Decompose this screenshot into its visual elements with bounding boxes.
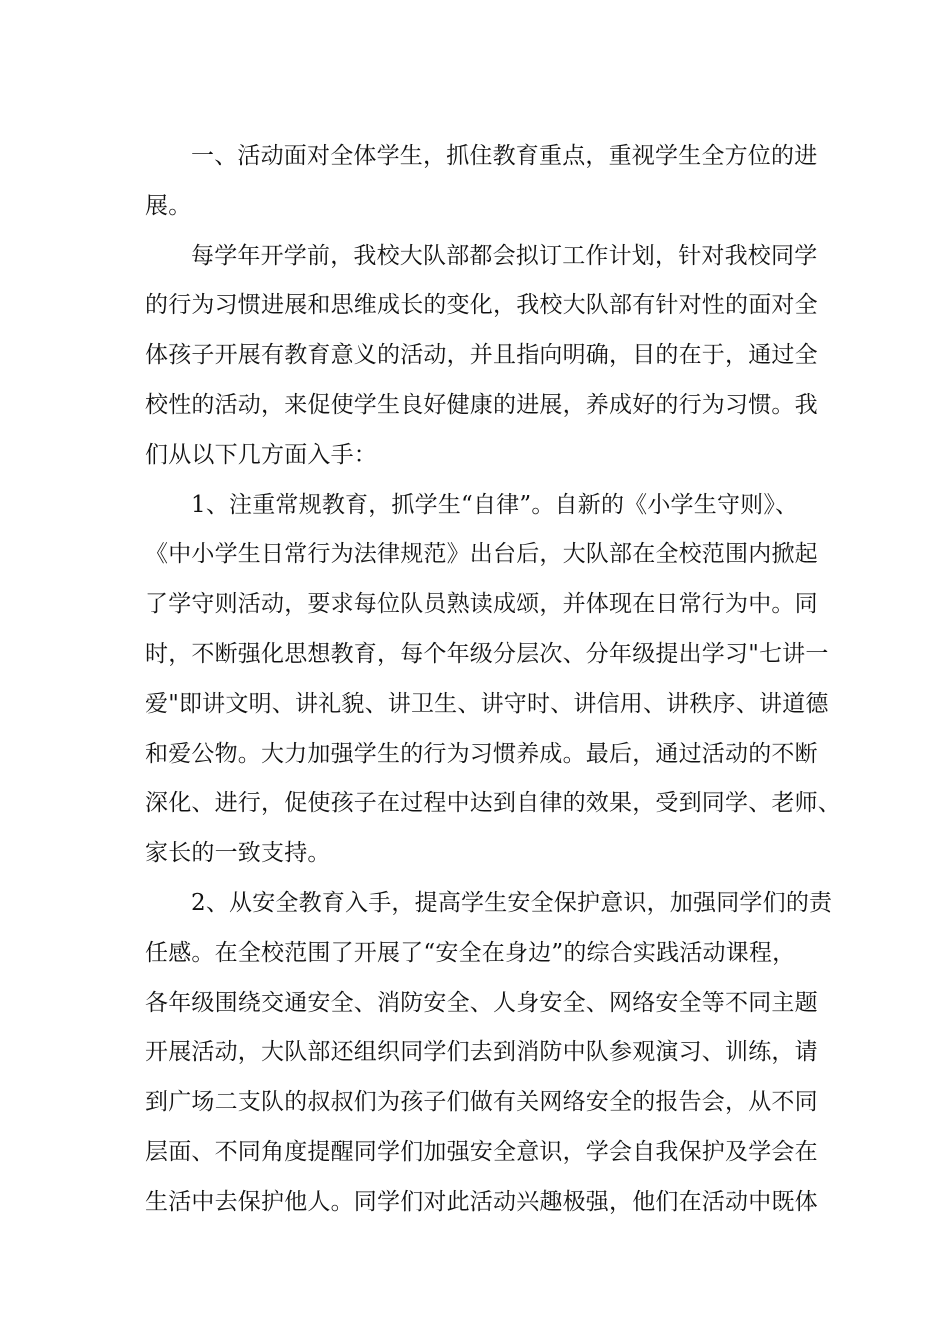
- text-line: 《中小学生日常行为法律规范》出台后，大队部在全校范围内掀起: [145, 541, 818, 568]
- text-line: 一、活动面对全体学生，抓住教育重点，重视学生全方位的进: [191, 143, 818, 169]
- text-line: 时，不断强化思想教育，每个年级分层次、分年级提出学习"七讲一: [145, 640, 829, 667]
- text-line: 的行为习惯进展和思维成长的变化，我校大队部有针对性的面对全: [145, 292, 818, 319]
- text-line: 各年级围绕交通安全、消防安全、人身安全、网络安全等不同主题: [145, 989, 818, 1016]
- text-line: 了学守则活动，要求每位队员熟读成颂，并体现在日常行为中。同: [145, 591, 818, 618]
- text-line: 层面、不同角度提醒同学们加强安全意识，学会自我保护及学会在: [145, 1138, 818, 1165]
- text-line: 们从以下几方面入手：: [145, 441, 377, 468]
- text-line: 开展活动，大队部还组织同学们去到消防中队参观演习、训练，请: [145, 1039, 818, 1066]
- text-line: 和爱公物。大力加强学生的行为习惯养成。最后，通过活动的不断: [145, 740, 818, 767]
- text-line: 任感。在全校范围了开展了“安全在身边”的综合实践活动课程，: [145, 939, 796, 966]
- text-line: 生活中去保护他人。同学们对此活动兴趣极强，他们在活动中既体: [145, 1188, 818, 1215]
- text-line: 2、从安全教育入手，提高学生安全保护意识，加强同学们的责: [191, 889, 833, 916]
- text-line: 到广场二支队的叔叔们为孩子们做有关网络安全的报告会，从不同: [145, 1089, 818, 1116]
- text-line: 体孩子开展有教育意义的活动，并且指向明确，目的在于，通过全: [145, 342, 818, 369]
- body-text: [145, 132, 841, 1228]
- text-line: 展。: [145, 192, 192, 219]
- text-line: 家长的一致支持。: [145, 840, 331, 867]
- text-line: 1、注重常规教育，抓学生“自律”。自新的《小学生守则》、: [191, 491, 799, 518]
- text-line: 校性的活动，来促使学生良好健康的进展，养成好的行为习惯。我: [145, 391, 818, 418]
- text-line: 深化、进行，促使孩子在过程中达到自律的效果，受到同学、老师、: [145, 790, 841, 817]
- text-line: 爱"即讲文明、讲礼貌、讲卫生、讲守时、讲信用、讲秩序、讲道德: [145, 690, 829, 717]
- text-line: 每学年开学前，我校大队部都会拟订工作计划，针对我校同学: [191, 242, 818, 269]
